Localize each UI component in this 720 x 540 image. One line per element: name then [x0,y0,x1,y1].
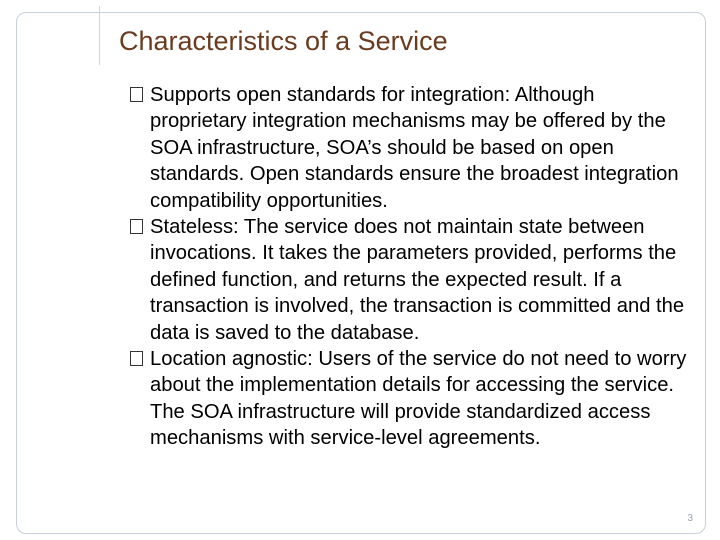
square-bullet-icon [130,351,143,366]
slide-number: 3 [687,513,693,524]
bullet-item-location-agnostic [130,346,695,452]
bullet-text: Supports open standards for integration: Although proprietary integration mechanisms may be offered by the SOA infrastructure, SOA’s should be based on open standards. Open standards ensure the broadest integration compatibility opportunities. [150,84,679,212]
bullet-list [130,82,695,452]
square-bullet-icon [130,219,143,234]
square-bullet-icon [130,87,143,102]
bullet-text: Stateless: The service does not maintain state between invocations. It takes the parameters provided, performs the defined function, and returns the expected result. If a transaction is involved, the transaction is committed and the data is saved to the database. [150,216,685,344]
bullet-item-stateless [130,214,695,346]
slide-title: Characteristics of a Service [119,26,448,56]
bullet-item-open-standards [130,82,695,214]
bullet-text: Location agnostic: Users of the service do not need to worry about the implementation details for accessing the service. The SOA infrastructure will provide standardized access mechanisms with service-level agreements. [150,348,687,450]
title-divider [99,6,100,65]
